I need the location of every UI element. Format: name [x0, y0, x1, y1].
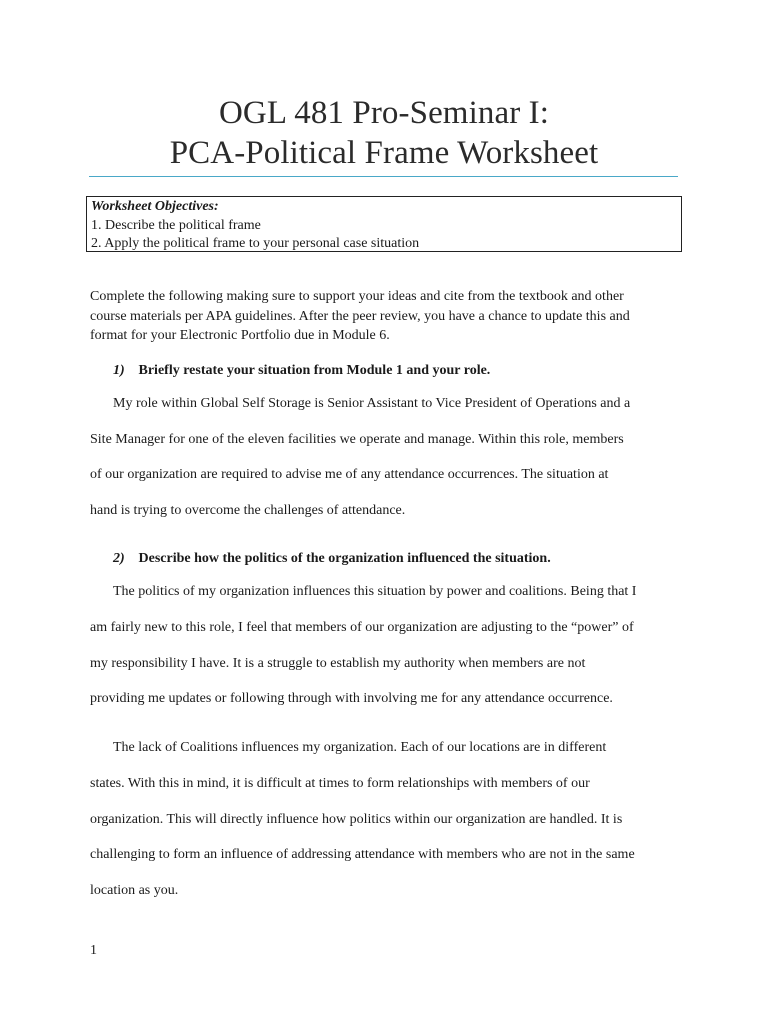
question-text: Briefly restate your situation from Module 1 and your role. [138, 363, 491, 378]
document-title-line-1: OGL 481 Pro-Seminar I: [218, 95, 549, 131]
answer-line: of our organization are required to advise me of any attendance occurrences. The situation at [90, 467, 609, 482]
question-1 [113, 361, 490, 381]
instructions-line: format for your Electronic Portfolio due in Module 6. [90, 328, 390, 343]
question-number: 2) [113, 551, 125, 566]
answer-line: My role within Global Self Storage is Senior Assistant to Vice President of Operations and a [113, 396, 631, 411]
objective-item: 1. Describe the political frame [91, 217, 261, 233]
objective-item: 2. Apply the political frame to your personal case situation [91, 236, 420, 251]
question-number: 1) [113, 363, 125, 378]
title-divider [89, 176, 678, 177]
objectives-box [86, 196, 682, 252]
answer-line: The politics of my organization influences this situation by power and coalitions. Being that I [113, 584, 637, 599]
instructions-line: Complete the following making sure to support your ideas and cite from the textbook and other [90, 289, 624, 304]
document-title-line-2: PCA-Political Frame Worksheet [169, 135, 599, 171]
objectives-heading: Worksheet Objectives: [91, 199, 219, 214]
answer-line: hand is trying to overcome the challenges of attendance. [90, 503, 406, 518]
answer-line: organization. This will directly influence how politics within our organization are handled. It is [90, 812, 623, 827]
answer-line: am fairly new to this role, I feel that members of our organization are adjusting to the “power” of [90, 620, 634, 635]
instructions-line: course materials per APA guidelines. After the peer review, you have a chance to update this and [90, 308, 630, 324]
page-number: 1 [90, 943, 97, 958]
question-2 [113, 549, 551, 569]
answer-line: location as you. [90, 883, 179, 898]
answer-line: my responsibility I have. It is a struggle to establish my authority when members are not [90, 656, 586, 671]
answer-line: states. With this in mind, it is difficult at times to form relationships with members of our [90, 776, 590, 791]
answer-line: Site Manager for one of the eleven facilities we operate and manage. Within this role, members [90, 432, 624, 447]
answer-line: The lack of Coalitions influences my organization. Each of our locations are in different [113, 740, 607, 755]
answer-line: providing me updates or following through with involving me for any attendance occurrence. [90, 691, 613, 706]
answer-line: challenging to form an influence of addressing attendance with members who are not in the same [90, 847, 635, 862]
question-text: Describe how the politics of the organization influenced the situation. [138, 551, 551, 566]
instructions-paragraph [90, 287, 690, 346]
